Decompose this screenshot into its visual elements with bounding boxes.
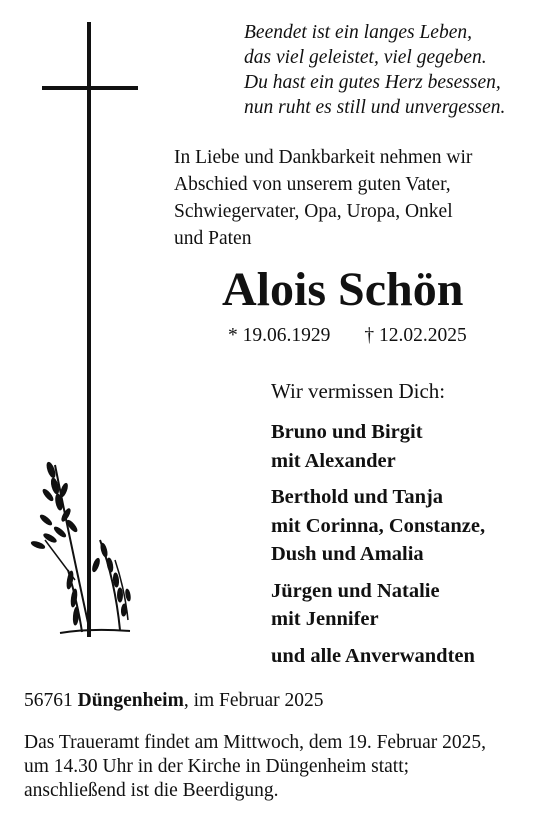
mourner-line: Dush und Amalia <box>271 543 424 565</box>
poem-line: Du hast ein gutes Herz besessen, <box>244 72 501 93</box>
service-line: um 14.30 Uhr in der Kirche in Düngenheim statt; <box>24 756 410 777</box>
intro-line: Schwiegervater, Opa, Uropa, Onkel <box>174 201 453 222</box>
place-date-text: , im Februar 2025 <box>183 690 324 711</box>
town-name: Düngenheim <box>77 690 184 711</box>
mourner-group <box>271 577 541 634</box>
life-dates <box>228 324 467 348</box>
cross-vertical-beam <box>87 22 91 637</box>
wheat-left <box>31 461 90 632</box>
cross-with-wheat-icon <box>30 20 140 640</box>
wheat-right <box>66 540 131 632</box>
mourners-heading: Wir vermissen Dich: <box>271 379 446 403</box>
mourner-line: und alle Anverwandten <box>271 644 475 667</box>
service-line: anschließend ist die Beerdigung. <box>24 780 279 801</box>
service-notice <box>24 731 544 803</box>
mourner-group <box>271 642 541 671</box>
poem-line: nun ruht es still und unvergessen. <box>244 97 506 118</box>
birth-date: * 19.06.1929 <box>228 325 331 346</box>
mourner-line: Berthold und Tanja <box>271 486 444 508</box>
mourner-group <box>271 418 541 475</box>
place-date <box>24 689 324 713</box>
ground-line <box>60 630 130 633</box>
poem-line: Beendet ist ein langes Leben, <box>244 22 472 43</box>
mourner-line: mit Jennifer <box>271 608 379 630</box>
intro-line: In Liebe und Dankbarkeit nehmen wir <box>174 147 473 168</box>
intro-line: Abschied von unserem guten Vater, <box>174 174 451 195</box>
poem <box>244 20 544 120</box>
deceased-name: Alois Schön <box>222 263 464 316</box>
mourners-list <box>271 418 541 678</box>
mourner-line: Bruno und Birgit <box>271 421 423 443</box>
death-date: † 12.02.2025 <box>364 325 467 346</box>
mourner-group <box>271 483 541 569</box>
mourner-line: mit Corinna, Constanze, <box>271 514 486 537</box>
service-line: Das Traueramt findet am Mittwoch, dem 19. Februar 2025, <box>24 732 486 753</box>
postal-code: 56761 <box>24 690 73 711</box>
poem-line: das viel geleistet, viel gegeben. <box>244 47 487 68</box>
cross-horizontal-beam <box>42 86 138 90</box>
intro-line: und Paten <box>174 228 252 249</box>
mourner-line: Jürgen und Natalie <box>271 579 440 602</box>
mourner-line: mit Alexander <box>271 449 396 472</box>
intro-text <box>174 144 534 252</box>
